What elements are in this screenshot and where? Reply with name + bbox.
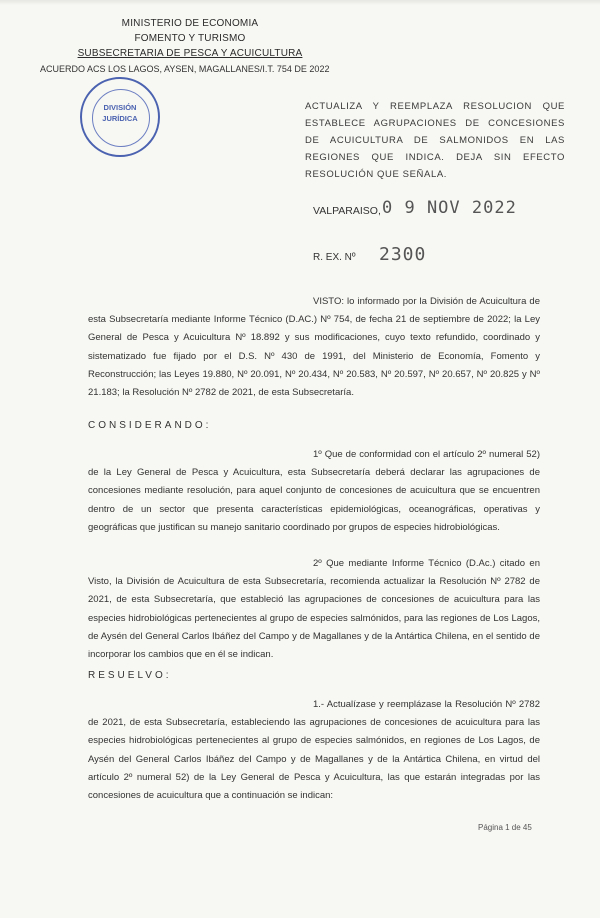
resuelvo-1: 1.- Actualízase y reemplázase la Resolución Nº 2782 de 2021, de esta Subsecretaría, estableciendo las agrupaciones de concesiones de acuicultura para las especies hidrobiológicas pertenecientes al grupo de especies salmónidos, en regiones de Los Lagos, de Aysén del General Carlos Ibáñez del Campo y de Magallanes y de la Antártica Chilena, en virtud del artículo 2º numeral 52) de la Ley General de Pesca y Acuicultura, las que estarán integradas por las concesiones de acuicultura que a continuación se indican:: [88, 699, 540, 802]
considerando-heading: CONSIDERANDO:: [88, 420, 212, 431]
rex-label: R. EX. Nº: [313, 252, 356, 263]
stamp-line-1: DIVISIÓN: [103, 103, 137, 112]
document-reference: ACUERDO ACS LOS LAGOS, AYSEN, MAGALLANES/I.T. 754 DE 2022: [40, 64, 330, 74]
place-label: VALPARAISO,: [313, 205, 381, 217]
resuelvo-heading: RESUELVO:: [88, 670, 172, 681]
rex-number: 2300: [379, 244, 427, 265]
stamp-line-2: JURÍDICA: [102, 114, 138, 123]
scan-edge: [0, 0, 600, 5]
visto-paragraph: VISTO: lo informado por la División de Acuicultura de esta Subsecretaría mediante Informe Técnico (D.AC.) Nº 754, de fecha 21 de septiembre de 2022; la Ley General de Pesca y Acuicultura Nº 18.892 y sus modificaciones, cuyo texto refundido, coordinado y sistematizado fue fijado por el D.S. Nº 430 de 1991, del Ministerio de Economía, Fomento y Reconstrucción; las Leyes 19.880, Nº 20.091, Nº 20.434, Nº 20.583, Nº 20.597, Nº 20.657, Nº 20.825 y Nº 21.183; la Resolución Nº 2782 de 2021, de esta Subsecretaría.: [88, 296, 540, 399]
ministry-name: MINISTERIO DE ECONOMIA: [121, 18, 259, 29]
resolution-title: ACTUALIZA Y REEMPLAZA RESOLUCION QUE ESTABLECE AGRUPACIONES DE CONCESIONES DE ACUICULTURA DE SALMONIDOS EN LAS REGIONES QUE INDICA. DEJA SIN EFECTO RESOLUCIÓN QUE SEÑALA.: [305, 101, 565, 180]
subsecretaria-name: SUBSECRETARIA DE PESCA Y ACUICULTURA: [77, 48, 303, 59]
considerando-2: 2º Que mediante Informe Técnico (D.Ac.) citado en Visto, la División de Acuicultura de esta Subsecretaría, recomienda actualizar la Resolución Nº 2782 de 2021, de esta Subsecretaría, que estableció las agrupaciones de concesiones de acuicultura para las especies hidrobiológicas pertenecientes al grupo de especies salmónidos, para las regiones de Los Lagos, de Aysén del General Carlos Ibáñez del Campo y de Magallanes y de la Antártica Chilena, en el sentido de incorporar los cambios que en él se indican.: [88, 558, 540, 661]
page-number: Página 1 de 45: [478, 823, 532, 832]
date-stamp: 0 9 NOV 2022: [382, 198, 517, 218]
ministry-subtitle: FOMENTO Y TURISMO: [134, 33, 246, 44]
considerando-1: 1º Que de conformidad con el artículo 2º numeral 52) de la Ley General de Pesca y Acuicultura, esta Subsecretaría deberá declarar las agrupaciones de concesiones mediante resolución, para aquel conjunto de concesiones de acuicultura que se encuentren dentro de un sector que presenta características epidemiológicas, oceanográficas, operativas y geográficas que justifican su manejo sanitario coordinado por grupos de especies hidrobiológicas.: [88, 449, 540, 533]
division-juridica-stamp-icon: [80, 77, 160, 157]
letterhead: [40, 16, 340, 61]
